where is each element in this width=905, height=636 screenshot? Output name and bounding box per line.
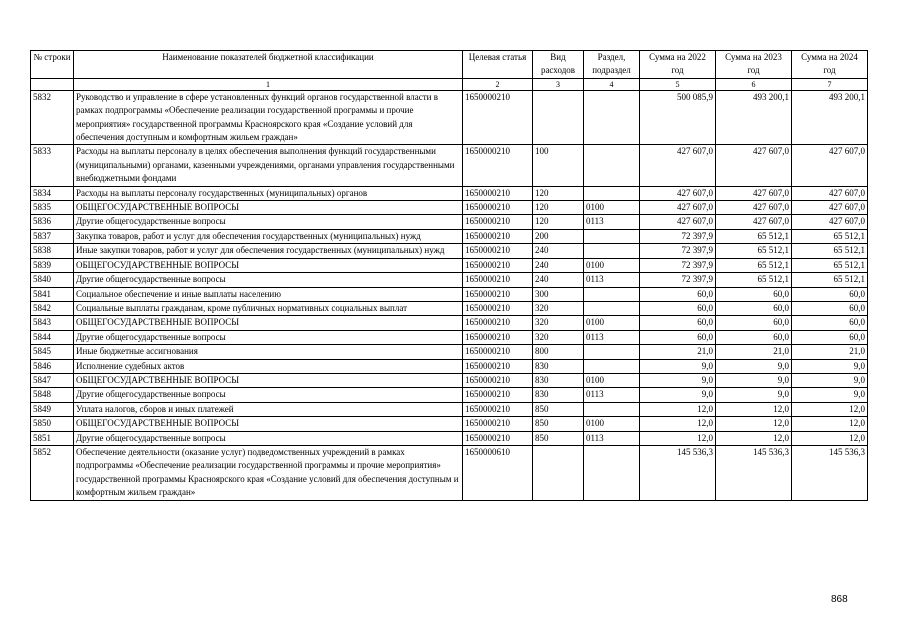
row-number: 5838 [31,244,74,258]
table-row [31,330,868,344]
row-number: 5833 [31,145,74,186]
target-article: 1650000210 [463,301,533,315]
row-number: 5836 [31,215,74,229]
section-code [584,345,640,359]
sum-2024: 427 607,0 [792,186,868,200]
column-number: 3 [533,78,584,90]
column-number: 6 [716,78,792,90]
sum-2022: 500 085,9 [640,90,716,145]
row-name: ОБЩЕГОСУДАРСТВЕННЫЕ ВОПРОСЫ [74,258,463,272]
row-name: Иные закупки товаров, работ и услуг для обеспечения государственных (муниципальных) нужд [74,244,463,258]
section-code: 0100 [584,417,640,431]
section-code [584,301,640,315]
expense-kind [533,90,584,145]
sum-2022: 427 607,0 [640,186,716,200]
section-code: 0113 [584,388,640,402]
target-article: 1650000210 [463,316,533,330]
section-code [584,90,640,145]
expense-kind: 120 [533,201,584,215]
expense-kind: 830 [533,373,584,387]
sum-2024: 427 607,0 [792,145,868,186]
section-code: 0113 [584,330,640,344]
target-article: 1650000210 [463,215,533,229]
sum-2024: 9,0 [792,373,868,387]
sum-2023: 65 512,1 [716,258,792,272]
expense-kind [533,445,584,500]
row-number: 5842 [31,301,74,315]
sum-2022: 60,0 [640,330,716,344]
target-article: 1650000210 [463,186,533,200]
section-code: 0113 [584,273,640,287]
table-row [31,90,868,145]
sum-2023: 60,0 [716,330,792,344]
target-article: 1650000210 [463,244,533,258]
sum-2023: 65 512,1 [716,273,792,287]
column-number: 2 [463,78,533,90]
sum-2024: 65 512,1 [792,244,868,258]
target-article: 1650000210 [463,258,533,272]
row-name: Другие общегосударственные вопросы [74,273,463,287]
section-code: 0100 [584,201,640,215]
sum-2022: 60,0 [640,301,716,315]
column-number: 4 [584,78,640,90]
row-name: Расходы на выплаты персоналу в целях обеспечения выполнения функций государственными (муниципальными) органами, казенными учреждениями, органами управления государственными внебюджетными фондами [74,145,463,186]
target-article: 1650000210 [463,359,533,373]
target-article: 1650000210 [463,402,533,416]
expense-kind: 800 [533,345,584,359]
row-name: Закупка товаров, работ и услуг для обеспечения государственных (муниципальных) нужд [74,229,463,243]
table-row [31,287,868,301]
sum-2022: 60,0 [640,316,716,330]
sum-2022: 21,0 [640,345,716,359]
section-code: 0113 [584,215,640,229]
section-code [584,445,640,500]
row-name: Руководство и управление в сфере установленных функций органов государственной власти в рамках подпрограммы «Обеспечение реализации государственной программы и прочие мероприятия» государственной программы Красноярского края «Создание условий для обеспечения доступным и комфортным жильем граждан» [74,90,463,145]
sum-2023: 427 607,0 [716,201,792,215]
row-number: 5843 [31,316,74,330]
expense-kind: 830 [533,388,584,402]
section-code [584,359,640,373]
target-article: 1650000610 [463,445,533,500]
row-number: 5847 [31,373,74,387]
sum-2022: 72 397,9 [640,244,716,258]
sum-2022: 72 397,9 [640,273,716,287]
header-sum-2023: Сумма на 2023 год [716,51,792,79]
row-name: Другие общегосударственные вопросы [74,431,463,445]
target-article: 1650000210 [463,145,533,186]
column-number: 5 [640,78,716,90]
sum-2022: 12,0 [640,417,716,431]
section-code [584,145,640,186]
sum-2022: 427 607,0 [640,201,716,215]
page-number: 868 [831,594,848,605]
expense-kind: 240 [533,258,584,272]
table-row [31,345,868,359]
sum-2022: 72 397,9 [640,229,716,243]
table-row [31,215,868,229]
expense-kind: 830 [533,359,584,373]
row-number: 5849 [31,402,74,416]
header-section: Раздел, подраздел [584,51,640,79]
sum-2023: 12,0 [716,402,792,416]
sum-2023: 145 536,3 [716,445,792,500]
sum-2022: 9,0 [640,373,716,387]
table-row [31,402,868,416]
target-article: 1650000210 [463,431,533,445]
header-row-no: № строки [31,51,74,79]
column-number: 7 [792,78,868,90]
column-number-row [31,78,868,90]
table-row [31,445,868,500]
section-code: 0100 [584,258,640,272]
target-article: 1650000210 [463,229,533,243]
row-number: 5844 [31,330,74,344]
expense-kind: 100 [533,145,584,186]
sum-2022: 12,0 [640,402,716,416]
sum-2024: 65 512,1 [792,258,868,272]
expense-kind: 850 [533,402,584,416]
expense-kind: 850 [533,431,584,445]
row-name: Социальное обеспечение и иные выплаты населению [74,287,463,301]
sum-2023: 12,0 [716,431,792,445]
row-name: ОБЩЕГОСУДАРСТВЕННЫЕ ВОПРОСЫ [74,316,463,330]
section-code [584,244,640,258]
row-name: Другие общегосударственные вопросы [74,330,463,344]
section-code [584,287,640,301]
sum-2022: 427 607,0 [640,215,716,229]
target-article: 1650000210 [463,345,533,359]
target-article: 1650000210 [463,373,533,387]
row-number: 5852 [31,445,74,500]
row-number: 5841 [31,287,74,301]
sum-2023: 493 200,1 [716,90,792,145]
row-number: 5846 [31,359,74,373]
section-code: 0100 [584,316,640,330]
sum-2023: 21,0 [716,345,792,359]
row-name: Расходы на выплаты персоналу государственных (муниципальных) органов [74,186,463,200]
sum-2023: 427 607,0 [716,145,792,186]
table-row [31,388,868,402]
row-number: 5840 [31,273,74,287]
sum-2023: 9,0 [716,359,792,373]
sum-2024: 12,0 [792,402,868,416]
table-body [31,90,868,500]
row-number: 5848 [31,388,74,402]
target-article: 1650000210 [463,273,533,287]
row-name: Исполнение судебных актов [74,359,463,373]
row-name: Уплата налогов, сборов и иных платежей [74,402,463,416]
table-row [31,244,868,258]
expense-kind: 240 [533,273,584,287]
row-name: Другие общегосударственные вопросы [74,215,463,229]
target-article: 1650000210 [463,90,533,145]
row-name: Другие общегосударственные вопросы [74,388,463,402]
target-article: 1650000210 [463,287,533,301]
row-number: 5832 [31,90,74,145]
header-kind: Вид расходов [533,51,584,79]
table-row [31,301,868,315]
column-number: 1 [74,78,463,90]
table-row [31,186,868,200]
sum-2022: 427 607,0 [640,145,716,186]
row-number: 5850 [31,417,74,431]
sum-2023: 60,0 [716,287,792,301]
sum-2024: 427 607,0 [792,201,868,215]
expense-kind: 320 [533,330,584,344]
row-number: 5851 [31,431,74,445]
table-row [31,359,868,373]
sum-2022: 9,0 [640,359,716,373]
sum-2023: 9,0 [716,388,792,402]
target-article: 1650000210 [463,388,533,402]
table-row [31,417,868,431]
sum-2024: 12,0 [792,417,868,431]
table-row [31,316,868,330]
section-code [584,402,640,416]
table-row [31,229,868,243]
sum-2023: 427 607,0 [716,186,792,200]
sum-2022: 72 397,9 [640,258,716,272]
row-number: 5845 [31,345,74,359]
table-header [31,51,868,91]
sum-2023: 9,0 [716,373,792,387]
expense-kind: 850 [533,417,584,431]
header-name: Наименование показателей бюджетной классификации [74,51,463,79]
sum-2024: 65 512,1 [792,229,868,243]
expense-kind: 240 [533,244,584,258]
sum-2024: 145 536,3 [792,445,868,500]
table-row [31,201,868,215]
sum-2024: 12,0 [792,431,868,445]
sum-2024: 60,0 [792,287,868,301]
target-article: 1650000210 [463,330,533,344]
table-row [31,258,868,272]
sum-2022: 60,0 [640,287,716,301]
sum-2024: 60,0 [792,301,868,315]
table-row [31,273,868,287]
sum-2022: 145 536,3 [640,445,716,500]
sum-2023: 65 512,1 [716,244,792,258]
row-name: Иные бюджетные ассигнования [74,345,463,359]
sum-2024: 65 512,1 [792,273,868,287]
table-row [31,373,868,387]
expense-kind: 200 [533,229,584,243]
sum-2024: 21,0 [792,345,868,359]
sum-2024: 9,0 [792,359,868,373]
row-name: ОБЩЕГОСУДАРСТВЕННЫЕ ВОПРОСЫ [74,417,463,431]
section-code: 0113 [584,431,640,445]
sum-2023: 427 607,0 [716,215,792,229]
table-row [31,431,868,445]
expense-kind: 300 [533,287,584,301]
sum-2023: 65 512,1 [716,229,792,243]
row-name: Социальные выплаты гражданам, кроме публичных нормативных социальных выплат [74,301,463,315]
expense-kind: 120 [533,186,584,200]
sum-2024: 9,0 [792,388,868,402]
expense-kind: 120 [533,215,584,229]
sum-2024: 427 607,0 [792,215,868,229]
row-name: Обеспечение деятельности (оказание услуг) подведомственных учреждений в рамках подпрограммы «Обеспечение реализации государственной программы и прочие мероприятия» государственной программы Красноярского края «Создание условий для обеспечения доступным и комфортным жильем граждан» [74,445,463,500]
sum-2022: 9,0 [640,388,716,402]
target-article: 1650000210 [463,201,533,215]
header-sum-2022: Сумма на 2022 год [640,51,716,79]
budget-table [30,50,868,501]
row-number: 5834 [31,186,74,200]
sum-2023: 12,0 [716,417,792,431]
expense-kind: 320 [533,316,584,330]
section-code: 0100 [584,373,640,387]
expense-kind: 320 [533,301,584,315]
header-sum-2024: Сумма на 2024 год [792,51,868,79]
row-number: 5835 [31,201,74,215]
sum-2023: 60,0 [716,301,792,315]
table-row [31,145,868,186]
section-code [584,229,640,243]
sum-2022: 12,0 [640,431,716,445]
sum-2023: 60,0 [716,316,792,330]
sum-2024: 60,0 [792,330,868,344]
sum-2024: 60,0 [792,316,868,330]
section-code [584,186,640,200]
target-article: 1650000210 [463,417,533,431]
row-number: 5839 [31,258,74,272]
sum-2024: 493 200,1 [792,90,868,145]
row-number: 5837 [31,229,74,243]
header-target: Целевая статья [463,51,533,79]
column-number-blank [31,78,74,90]
row-name: ОБЩЕГОСУДАРСТВЕННЫЕ ВОПРОСЫ [74,201,463,215]
row-name: ОБЩЕГОСУДАРСТВЕННЫЕ ВОПРОСЫ [74,373,463,387]
